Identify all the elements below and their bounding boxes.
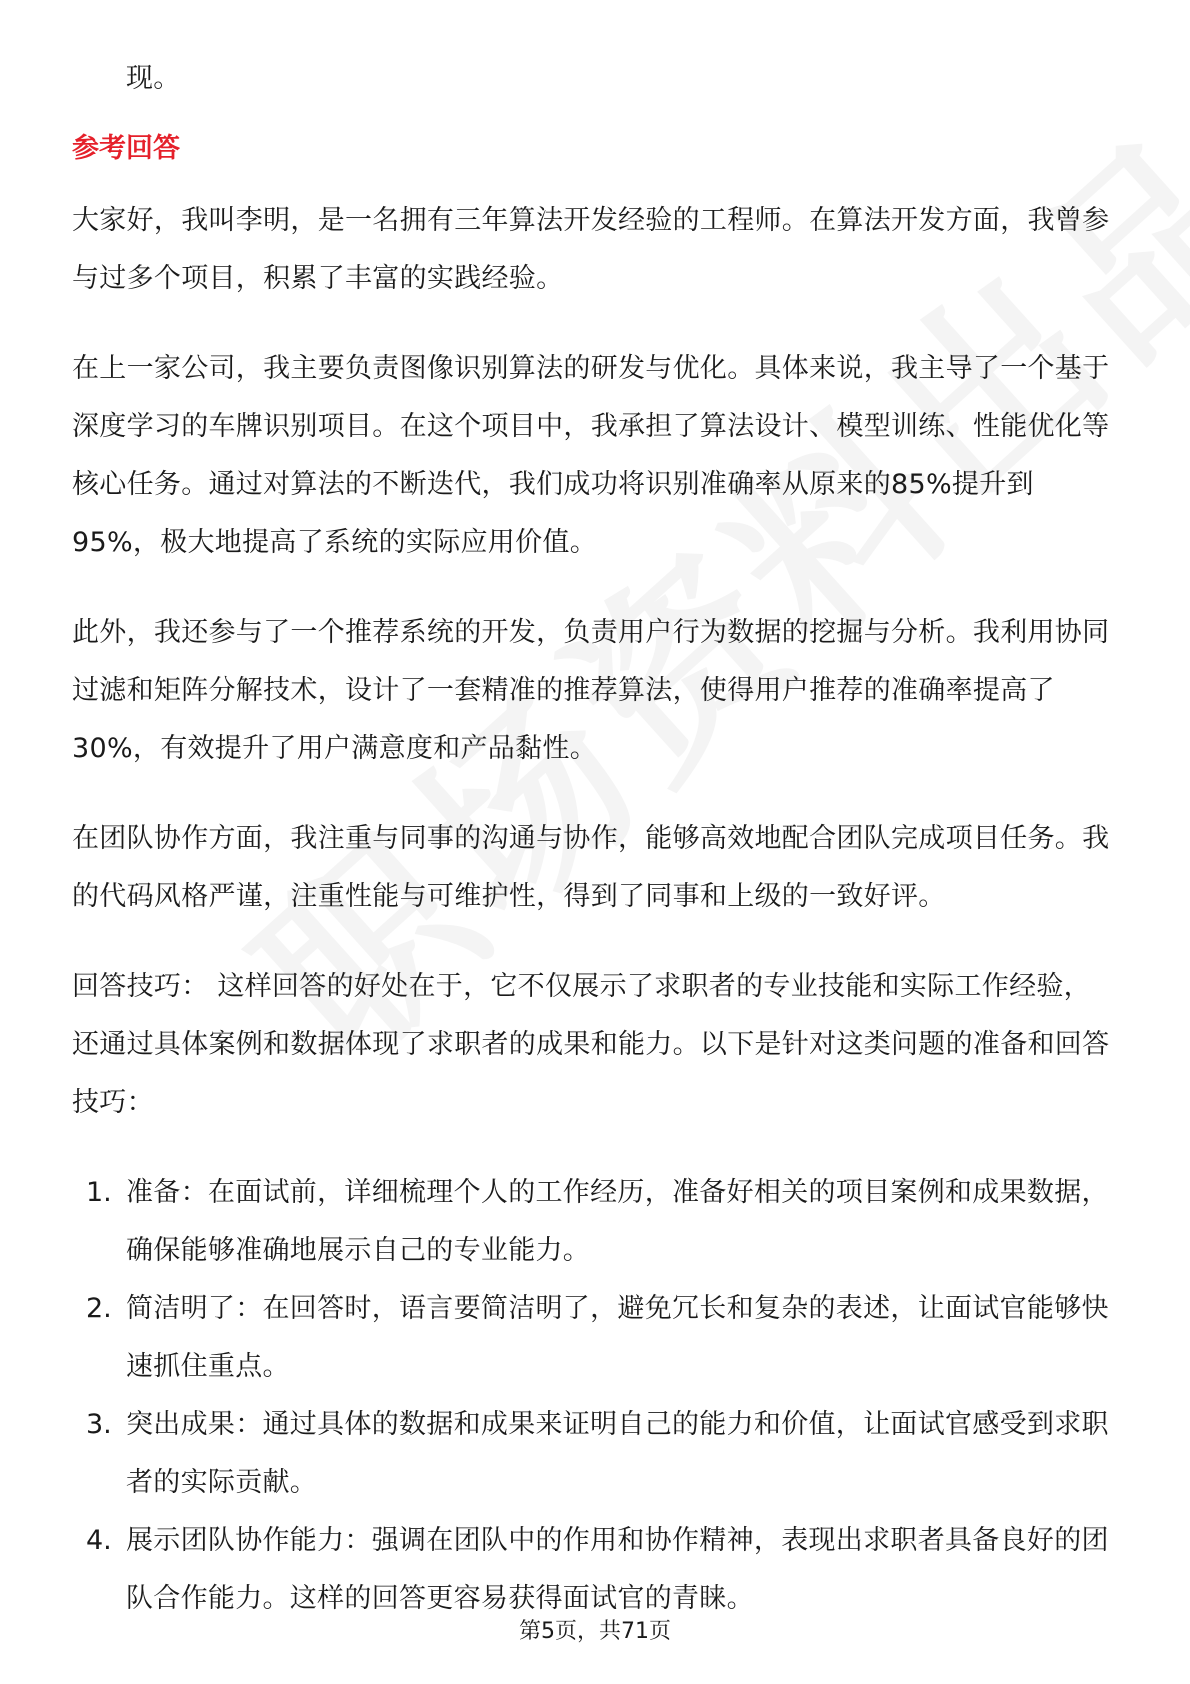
list-item xyxy=(72,1280,1118,1396)
page-content xyxy=(72,50,1118,1628)
list-item-text: 准备：在面试前，详细梳理个人的工作经历，准备好相关的项目案例和成果数据，确保能够准确地展示自己的专业能力。 xyxy=(126,1177,1109,1266)
answer-paragraph: 此外，我还参与了一个推荐系统的开发，负责用户行为数据的挖掘与分析。我利用协同过滤和矩阵分解技术，设计了一套精准的推荐算法，使得用户推荐的准确率提高了30%，有效提升了用户满意度和产品黏性。 xyxy=(72,617,1110,764)
answer-paragraph: 大家好，我叫李明，是一名拥有三年算法开发经验的工程师。在算法开发方面，我曾参与过多个项目，积累了丰富的实践经验。 xyxy=(72,205,1110,294)
tips-list xyxy=(72,1164,1118,1628)
list-item-text: 突出成果：通过具体的数据和成果来证明自己的能力和价值，让面试官感受到求职者的实际贡献。 xyxy=(126,1409,1109,1498)
tips-intro-paragraph: 回答技巧： 这样回答的好处在于，它不仅展示了求职者的专业技能和实际工作经验，还通过具体案例和数据体现了求职者的成果和能力。以下是针对这类问题的准备和回答技巧： xyxy=(72,971,1110,1118)
list-item-number: 1. xyxy=(86,1177,112,1208)
answer-paragraph: 在团队协作方面，我注重与同事的沟通与协作，能够高效地配合团队完成项目任务。我的代码风格严谨，注重性能与可维护性，得到了同事和上级的一致好评。 xyxy=(72,823,1110,912)
list-item-number: 4. xyxy=(86,1525,112,1556)
page-number-footer: 第5页，共71页 xyxy=(519,1619,671,1644)
list-item-text: 简洁明了：在回答时，语言要简洁明了，避免冗长和复杂的表述，让面试官能够快速抓住重点。 xyxy=(126,1293,1109,1382)
list-item xyxy=(72,1164,1118,1280)
list-item-text: 展示团队协作能力：强调在团队中的作用和协作精神，表现出求职者具备良好的团队合作能力。这样的回答更容易获得面试官的青睐。 xyxy=(126,1525,1109,1614)
section-title: 参考回答 xyxy=(72,133,180,164)
list-item-number: 2. xyxy=(86,1293,112,1324)
list-item xyxy=(72,1396,1118,1512)
answer-paragraph: 在上一家公司，我主要负责图像识别算法的研发与优化。具体来说，我主导了一个基于深度学习的车牌识别项目。在这个项目中，我承担了算法设计、模型训练、性能优化等核心任务。通过对算法的不断迭代，我们成功将识别准确率从原来的85%提升到95%，极大地提高了系统的实际应用价值。 xyxy=(72,353,1110,558)
previous-page-continuation: 现。 xyxy=(126,63,181,94)
list-item xyxy=(72,1512,1118,1628)
list-item-number: 3. xyxy=(86,1409,112,1440)
